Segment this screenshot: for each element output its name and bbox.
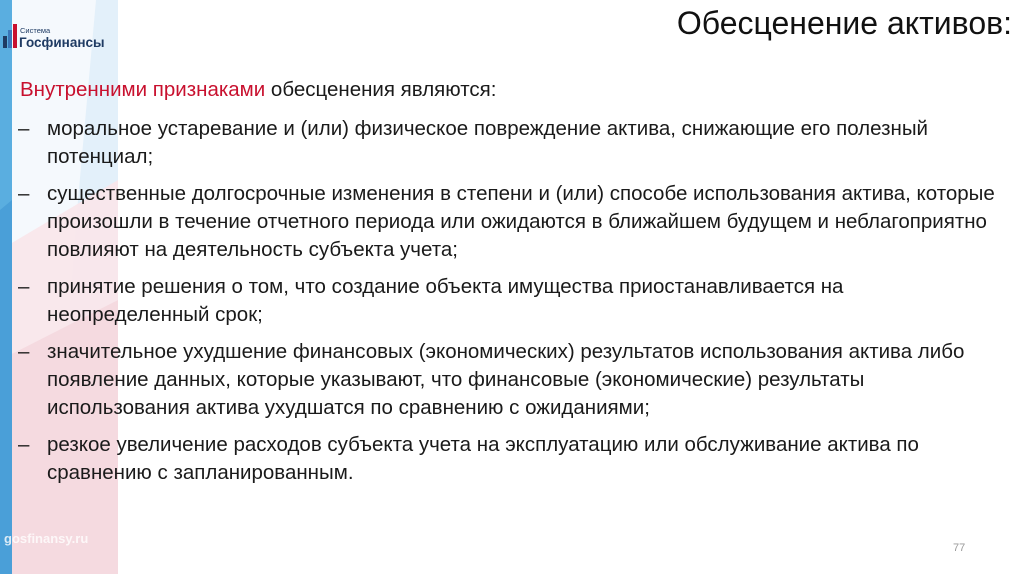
intro-rest: обесценения являются:	[265, 78, 497, 101]
intro-line	[20, 77, 496, 103]
list-item-text: существенные долгосрочные изменения в степени и (или) способе использования актива, которые произошли в течение отчетного периода или ожидаются в ближайшем будущем и неблагоприятно повлияют на деятельность субъекта учета;	[47, 182, 995, 261]
intro-accent: Внутренними признаками	[20, 78, 266, 101]
list-item	[18, 431, 1008, 487]
gosfinansy-logo	[2, 22, 114, 54]
list-item	[18, 338, 1008, 422]
dash-bullet: –	[18, 182, 30, 205]
logo-caption: Система	[20, 26, 51, 35]
page-number: 77	[953, 542, 966, 554]
list-item-text: принятие решения о том, что создание объекта имущества приостанавливается на неопределенный срок;	[47, 275, 844, 326]
list-item-text: значительное ухудшение финансовых (экономических) результатов использования актива либо появление данных, которые указывают, что финансовые (экономические) результаты использования актива ухудшатся по сравнению с ожиданиями;	[47, 340, 965, 419]
dash-bullet: –	[18, 340, 30, 363]
list-item-text: резкое увеличение расходов субъекта учета на эксплуатацию или обслуживание актива по сравнению с запланированным.	[47, 433, 919, 484]
indicator-list	[18, 115, 1008, 496]
list-item	[18, 180, 1008, 264]
logo-mark-icon	[2, 22, 18, 50]
site-watermark: gosfinansy.ru	[4, 531, 89, 546]
list-item-text: моральное устаревание и (или) физическое повреждение актива, снижающие его полезный потенциал;	[47, 117, 928, 168]
list-item	[18, 115, 1008, 171]
dash-bullet: –	[18, 433, 30, 456]
logo-wordmark: Госфинансы	[19, 35, 105, 50]
slide-title: Обесценение активов:	[676, 5, 1012, 41]
dash-bullet: –	[18, 117, 30, 140]
list-item	[18, 273, 1008, 329]
dash-bullet: –	[18, 275, 30, 298]
